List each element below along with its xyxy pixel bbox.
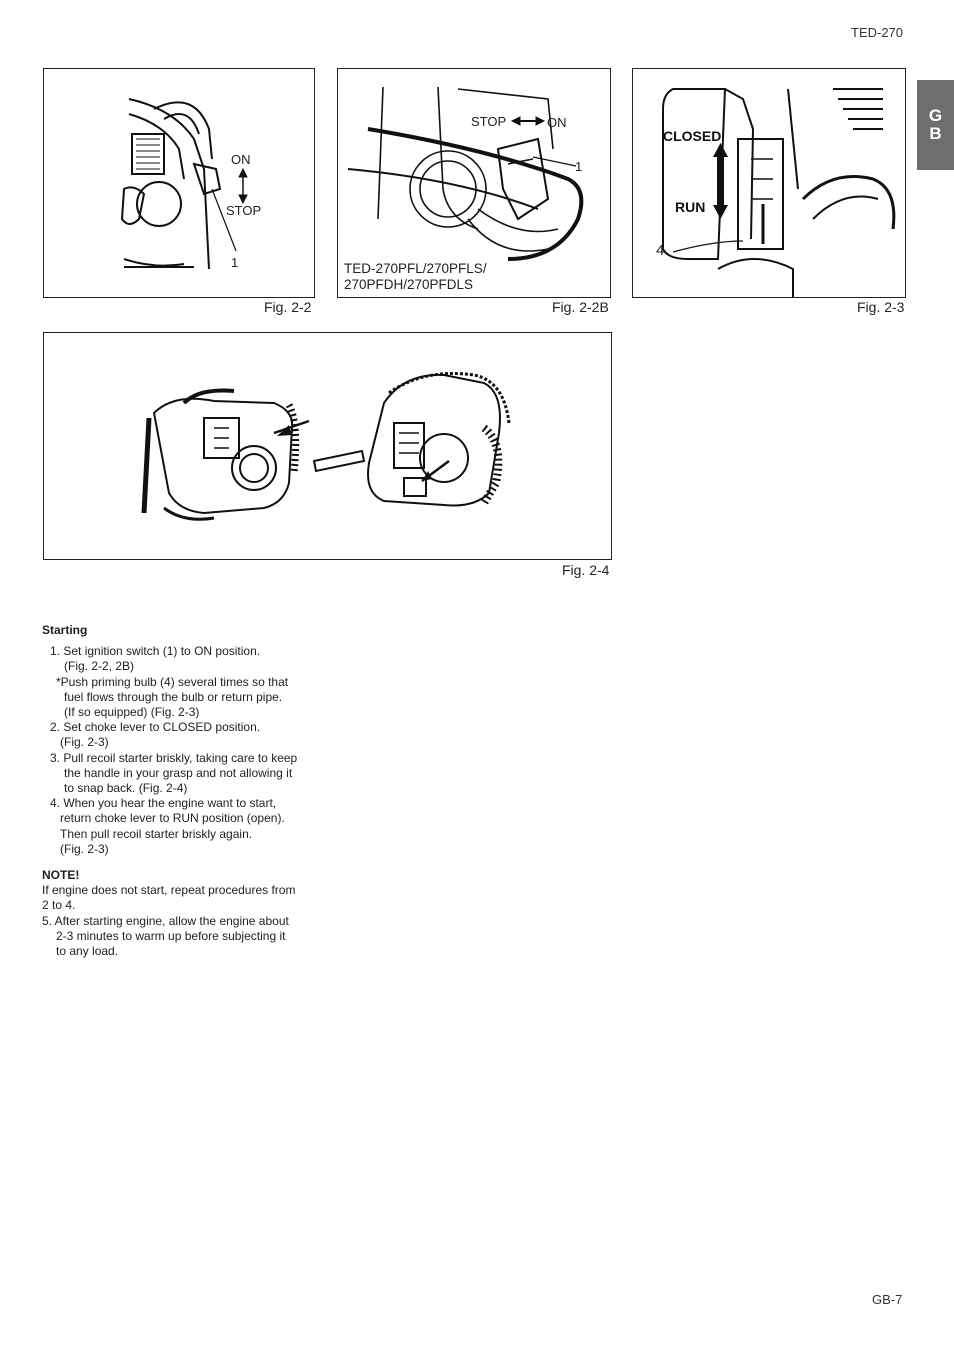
fig-2-2b-model-list (344, 261, 487, 293)
note-line: to any load. (56, 944, 119, 959)
fig-2-2b-caption: Fig. 2-2B (552, 299, 609, 315)
fig-2-3-caption: Fig. 2-3 (857, 299, 905, 315)
fig-2-2-illustration (44, 69, 314, 297)
instruction-line: the handle in your grasp and not allowing it (64, 765, 293, 780)
fig-2-2-callout-1: 1 (231, 255, 239, 270)
figure-2-2b (337, 68, 611, 298)
starting-heading: Starting (42, 623, 88, 637)
document-model: TED-270 (851, 25, 904, 40)
fig-2-3-closed-label: CLOSED (663, 128, 722, 144)
page-number: GB-7 (872, 1292, 903, 1307)
fig-2-4-illustration (44, 333, 611, 559)
figure-2-4 (43, 332, 612, 560)
fig-2-2b-stop-label: STOP (471, 114, 507, 129)
note-heading: NOTE! (42, 868, 80, 883)
instruction-line: (Fig. 2-3) (60, 841, 109, 856)
fig-2-2b-callout-1: 1 (575, 159, 583, 174)
note-line: 2-3 minutes to warm up before subjecting it (56, 928, 286, 943)
instruction-line: (If so equipped) (Fig. 2-3) (64, 705, 200, 720)
note-line: 5. After starting engine, allow the engine about (42, 913, 289, 928)
fig-2-2b-model-line-2: 270PFDH/270PFDLS (344, 277, 474, 292)
instruction-line: to snap back. (Fig. 2-4) (64, 781, 188, 796)
instruction-line: Then pull recoil starter briskly again. (60, 826, 253, 841)
instruction-line: return choke lever to RUN position (open). (60, 811, 285, 826)
language-tab (917, 80, 954, 170)
fig-2-3-run-label: RUN (675, 199, 706, 215)
fig-2-2-on-label: ON (231, 152, 251, 167)
instruction-line: fuel flows through the bulb or return pipe. (64, 689, 283, 704)
fig-2-2-caption: Fig. 2-2 (264, 299, 312, 315)
fig-2-3-illustration (633, 69, 905, 297)
language-tab-line1: G (928, 106, 943, 125)
language-tab-line2: B (929, 124, 942, 143)
instruction-line: *Push priming bulb (4) several times so that (56, 674, 289, 689)
instruction-line: 4. When you hear the engine want to start, (50, 796, 277, 811)
instruction-line: (Fig. 2-2, 2B) (64, 659, 135, 674)
starting-instructions (42, 623, 332, 959)
fig-2-2-stop-label: STOP (226, 203, 262, 218)
instruction-line: 1. Set ignition switch (1) to ON position. (50, 644, 261, 659)
fig-2-2b-on-label: ON (547, 115, 567, 130)
fig-2-2b-model-line-1: TED-270PFL/270PFLS/ (344, 261, 487, 276)
fig-2-4-caption: Fig. 2-4 (562, 562, 610, 578)
figure-2-3 (632, 68, 906, 298)
figure-2-2 (43, 68, 315, 298)
note-line: 2 to 4. (42, 898, 76, 913)
fig-2-3-callout-4: 4 (656, 242, 665, 259)
instruction-line: 2. Set choke lever to CLOSED position. (50, 720, 261, 735)
note-line: If engine does not start, repeat procedures from (42, 883, 296, 898)
instruction-line: (Fig. 2-3) (60, 735, 109, 750)
instruction-line: 3. Pull recoil starter briskly, taking care to keep (50, 750, 298, 765)
